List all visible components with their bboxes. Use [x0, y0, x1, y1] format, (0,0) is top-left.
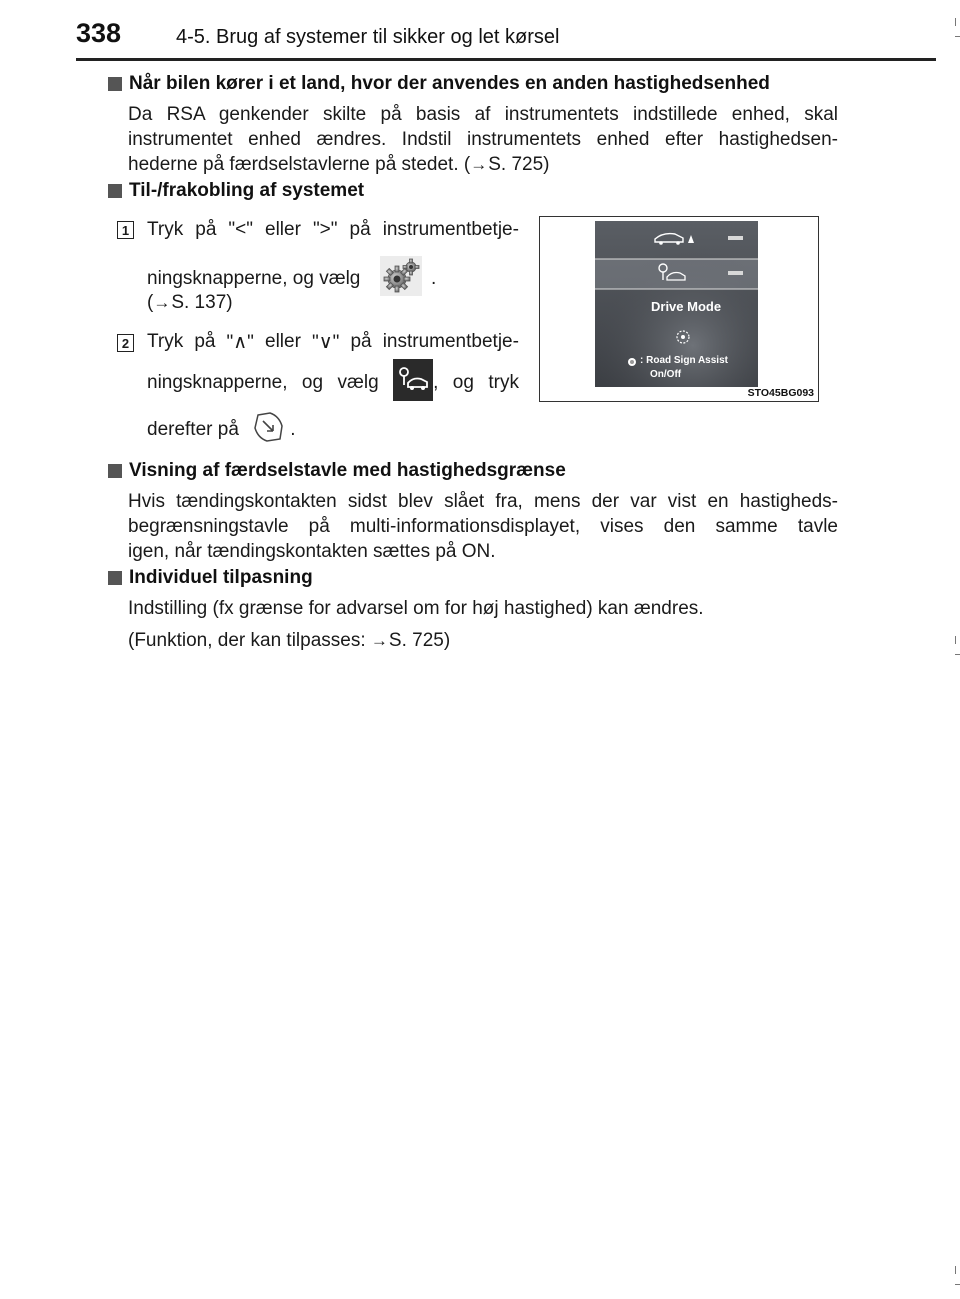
section-body [128, 102, 838, 177]
crop-mark [955, 36, 960, 37]
chapter-title: 4-5. Brug af systemer til sikker og let kørsel [176, 26, 560, 48]
text-line: igen, når tændingskontakten sættes på ON. [128, 541, 496, 562]
screen-caption: : Road Sign Assist [640, 355, 728, 366]
figure-code: STO45BG093 [747, 387, 814, 399]
section-body [128, 489, 838, 564]
page-reference-link[interactable]: S. 137) [171, 292, 233, 313]
text-line: begrænsningstavle på multi-informationsdisplayet, vises den samme tavle [128, 516, 838, 537]
step-line: ningsknapperne, og vælg . [147, 256, 519, 302]
step-number-badge: 2 [117, 334, 134, 352]
multi-information-display [595, 221, 758, 387]
arrow-right-icon: → [370, 631, 388, 650]
page-reference-link[interactable]: S. 725) [488, 154, 550, 175]
enter-button-icon [252, 410, 286, 450]
section-heading [108, 567, 313, 589]
text-line: Da RSA genkender skilte på basis af instrumentets indstillede enhed, skal [128, 104, 838, 125]
section-heading [108, 180, 364, 202]
bullet-square-icon [108, 184, 122, 198]
step-line: Tryk på "∧" eller "∨" på instrumentbetje- [147, 331, 519, 353]
text-line: Hvis tændingskontakten sidst blev slået fra, mens der var vist en hastigheds- [128, 491, 838, 512]
figure-display-illustration [539, 216, 819, 402]
section-heading [108, 73, 770, 95]
icon-wrap: , [393, 369, 438, 397]
section-heading [108, 460, 566, 482]
page-number: 338 [76, 18, 122, 48]
step-line: Tryk på "<" eller ">" på instrumentbetje- [147, 219, 519, 240]
section-heading-text: Visning af færdselstavle med hastighedsgrænse [129, 460, 566, 481]
arrow-right-icon: → [153, 293, 171, 312]
crop-mark [955, 1266, 956, 1274]
header-rule [76, 58, 936, 61]
text-line: instrumentet enhed ændres. Indstil instrumentets enhed efter hastighedsen- [128, 129, 838, 150]
section-heading-text: Når bilen kører i et land, hvor der anvendes en anden hastighedsenhed [129, 73, 770, 94]
section-body [128, 596, 838, 621]
crop-mark [955, 654, 960, 655]
page-reference-link[interactable]: S. 725) [388, 630, 451, 651]
road-sign-assist-icon [393, 359, 433, 407]
step-line: ningsknapperne, og vælg , og tryk [147, 369, 519, 397]
crop-mark [955, 1284, 960, 1285]
step-number-badge: 1 [117, 221, 134, 239]
step-line: derefter på . [147, 410, 519, 450]
arrow-right-icon: → [470, 155, 488, 174]
crop-mark [955, 18, 956, 26]
screen-title: Drive Mode [651, 299, 722, 314]
step-line: (→S. 137) [147, 292, 233, 313]
bullet-square-icon [108, 571, 122, 585]
text-line: hederne på færdselstavlerne på stedet. (→S. 725) [128, 154, 550, 175]
bullet-square-icon [108, 77, 122, 91]
crop-mark [955, 636, 956, 644]
screen-caption: On/Off [650, 369, 682, 380]
text-line: Indstilling (fx grænse for advarsel om for høj hastighed) kan ændres. [128, 598, 704, 619]
section-heading-text: Til-/frakobling af systemet [129, 180, 365, 201]
bullet-square-icon [108, 464, 122, 478]
section-body: (Funktion, der kan tilpasses: →S. 725) [128, 630, 451, 651]
section-heading-text: Individuel tilpasning [129, 567, 313, 588]
